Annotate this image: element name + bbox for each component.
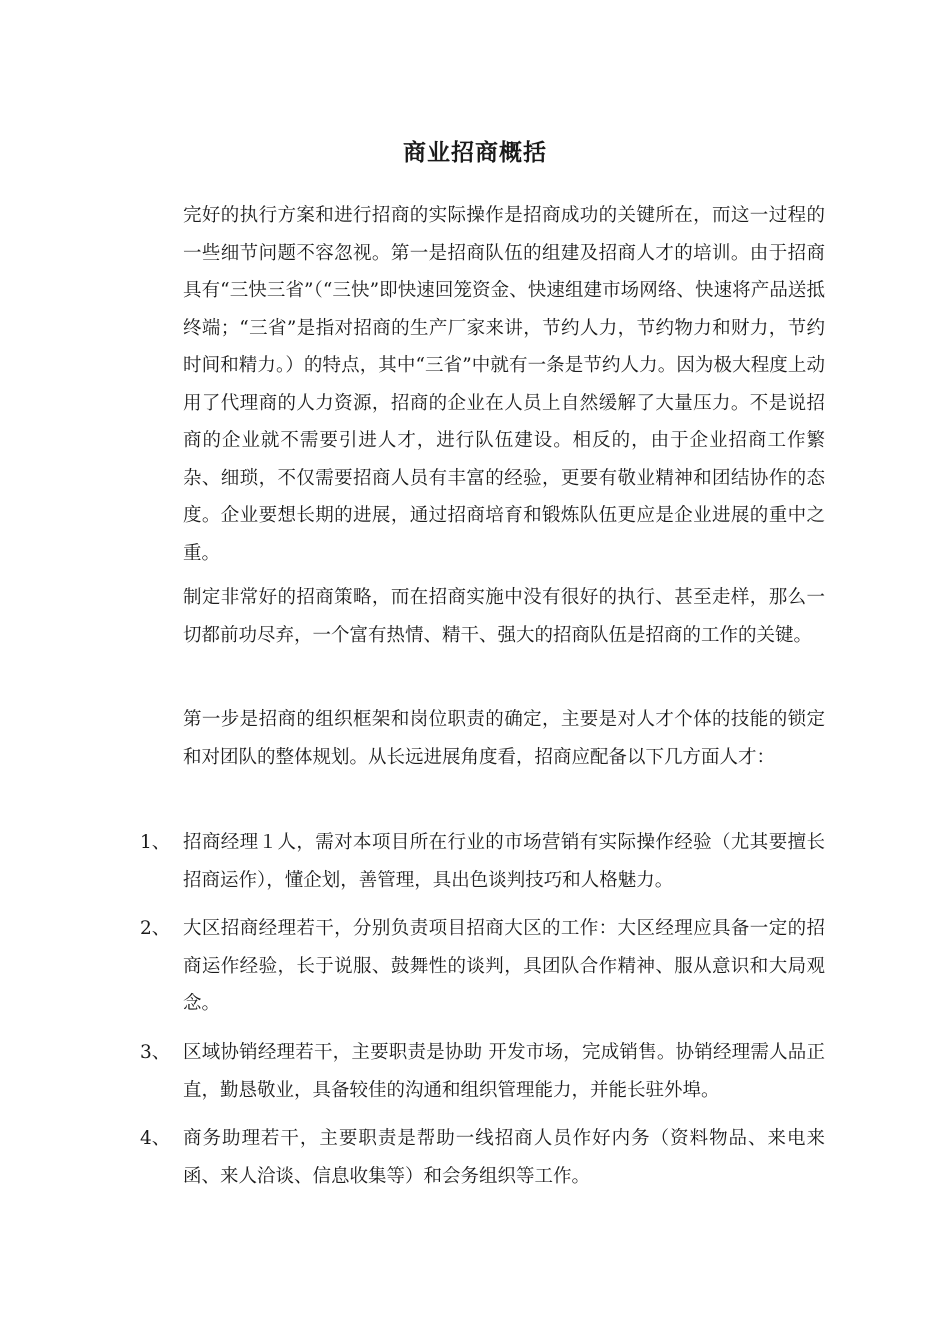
list-item-number: 3、: [140, 1042, 171, 1063]
paragraph-3: 第一步是招商的组织框架和岗位职责的确定，主要是对人才个体的技能的锁定和对团队的整体规划。从长远进展角度看，招商应配备以下几方面人才：: [183, 709, 825, 768]
list-item-number: 1、: [140, 832, 171, 853]
list-item-text: 大区招商经理若干，分别负责项目招商大区的工作：大区经理应具备一定的招商运作经验，长于说服、鼓舞性的谈判，具团队合作精神、服从意识和大局观念。: [183, 918, 825, 1014]
paragraph-1: 完好的执行方案和进行招商的实际操作是招商成功的关键所在，而这一过程的一些细节问题不容忽视。第一是招商队伍的组建及招商人才的培训。由于招商具有“三快三省”（“三快”即快速回笼资金、快速组建市场网络、快速将产品送抵终端；“三省”是指对招商的生产厂家来讲，节约人力，节约物力和财力，节约时间和精力。）的特点，其中“三省”中就有一条是节约人力。因为极大程度上动用了代理商的人力资源，招商的企业在人员上自然缓解了大量压力。不是说招商的企业就不需要引进人才，进行队伍建设。相反的，由于企业招商工作繁杂、细琐，不仅需要招商人员有丰富的经验，更要有敬业精神和团结协作的态度。企业要想长期的进展，通过招商培育和锻炼队伍更应是企业进展的重中之重。: [183, 205, 825, 564]
list-item-text: 招商经理１人，需对本项目所在行业的市场营销有实际操作经验（尤其要擅长招商运作），懂企划，善管理，具出色谈判技巧和人格魅力。: [183, 832, 825, 891]
document-title: 商业招商概括: [403, 140, 547, 166]
list-item-text: 商务助理若干，主要职责是帮助一线招商人员作好内务（资料物品、来电来函、来人洽谈、信息收集等）和会务组织等工作。: [183, 1128, 825, 1187]
list-item-number: 4、: [140, 1128, 171, 1149]
list-item-number: 2、: [140, 918, 171, 939]
paragraph-2: 制定非常好的招商策略，而在招商实施中没有很好的执行、甚至走样，那么一切都前功尽弃，一个富有热情、精干、强大的招商队伍是招商的工作的关键。: [183, 587, 825, 646]
list-item-text: 区域协销经理若干，主要职责是协助 开发市场，完成销售。协销经理需人品正直，勤恳敬业，具备较佳的沟通和组织管理能力，并能长驻外埠。: [183, 1042, 825, 1101]
